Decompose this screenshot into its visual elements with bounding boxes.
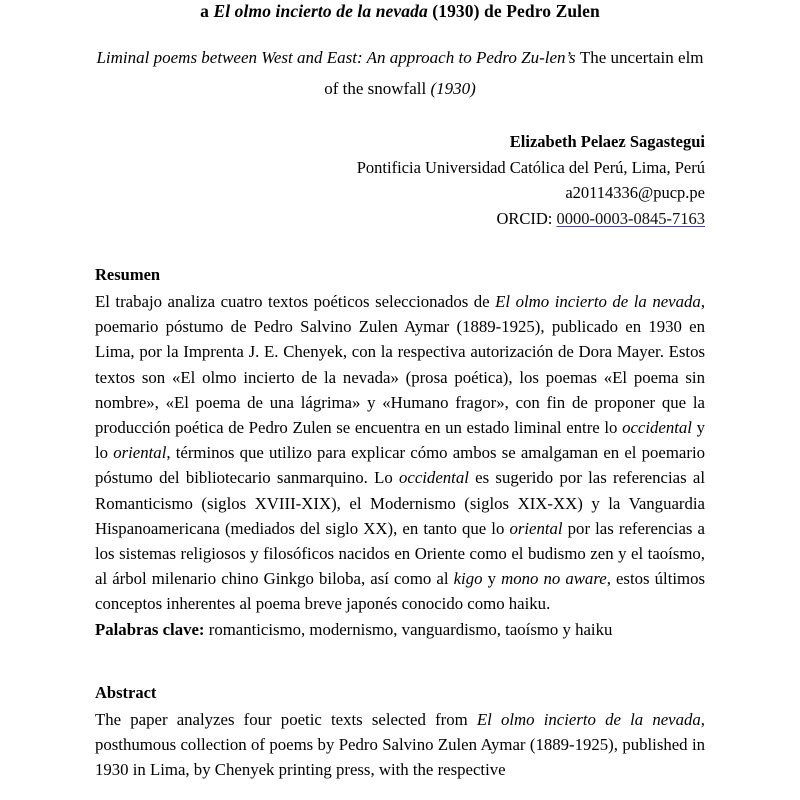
title-block bbox=[95, 0, 705, 104]
resumen-italic-work: El olmo incierto de la nevada bbox=[495, 292, 701, 311]
page-content-column bbox=[95, 0, 705, 782]
resumen-italic-oriental-1: oriental bbox=[113, 443, 167, 463]
resumen-text-d: , términos que utilizo para explicar cómo ambos se amalgaman en el poemario póstumo del bibliotecario sanmarquino. Lo bbox=[95, 443, 705, 488]
title-work-name: El olmo incierto de la nevada bbox=[213, 1, 428, 21]
resumen-text-h: , estos últimos conceptos inherentes al poema breve japonés conocido como haiku. bbox=[95, 569, 705, 614]
title-prefix: a bbox=[200, 1, 214, 21]
author-orcid-line bbox=[95, 206, 705, 232]
title-suffix: (1930) de Pedro Zulen bbox=[427, 1, 600, 21]
author-block bbox=[95, 129, 705, 231]
title-en-year: (1930) bbox=[426, 79, 476, 98]
resumen-italic-oriental-2: oriental bbox=[509, 518, 563, 538]
page-title-spanish bbox=[95, 0, 705, 22]
author-name: Elizabeth Pelaez Sagastegui bbox=[509, 132, 705, 151]
section-heading-resumen: Resumen bbox=[95, 265, 161, 284]
author-email: a20114336@pucp.pe bbox=[565, 183, 705, 202]
resumen-text-e: es sugerido por las referencias al Romanticismo (siglos XVIII-XIX), el Modernismo (siglos XIX-XX) y la Vanguardia Hispanoamericana (mediados del siglo XX), en tanto que lo bbox=[95, 468, 705, 538]
resumen-italic-mono-no-aware: mono no aware bbox=[501, 569, 607, 589]
title-en-leading: Liminal poems between West and East: An approach to Pedro Zu-len’s bbox=[96, 48, 580, 67]
resumen-text-b: , poemario póstumo de Pedro Salvino Zulen Aymar (1889-1925), publicado en 1930 en Lima, por la Imprenta J. E. Chenyek, con la respectiva autorización de Dora Mayer. Estos textos son «El olmo incierto de la nevada» (prosa poética), los poemas «El poema sin nombre», «El poema de una lágrima» y «Humano fragor», con fin de proponer que la producción poética de Pedro Zulen se encuentra en un estado liminal entre lo bbox=[95, 292, 706, 438]
keywords-label: Palabras clave: bbox=[95, 619, 205, 639]
page-title-english bbox=[95, 22, 705, 104]
orcid-label: ORCID: bbox=[496, 208, 557, 228]
resumen-italic-occidental-1: occidental bbox=[622, 418, 692, 438]
title-en-work-name: The uncertain elm of the snowfall bbox=[324, 48, 704, 98]
resumen-paragraph bbox=[95, 286, 705, 617]
abstract-text-b: , posthumous collection of poems by Pedro Salvino Zulen Aymar (1889-1925), published in 1930 in Lima, by Chenyek printing press, with the respective bbox=[95, 709, 705, 780]
abstract-text-a: The paper analyzes four poetic texts selected from bbox=[95, 709, 477, 729]
resumen-italic-kigo: kigo bbox=[453, 569, 483, 589]
keywords-value: romanticismo, modernismo, vanguardismo, taoísmo y haiku bbox=[204, 619, 613, 639]
author-affiliation: Pontificia Universidad Católica del Perú, Lima, Perú bbox=[356, 157, 705, 177]
resumen-text-f: por las referencias a los sistemas religiosos y filosóficos nacidos en Oriente como el budismo zen y el taoísmo, al árbol milenario chino Ginkgo biloba, así como al bbox=[95, 518, 705, 589]
abstract-paragraph bbox=[95, 704, 705, 783]
resumen-text-g: y bbox=[482, 569, 502, 589]
orcid-link[interactable]: 0000-0003-0845-7163 bbox=[556, 208, 705, 228]
resumen-italic-occidental-2: occidental bbox=[398, 468, 469, 488]
abstract-italic-work: El olmo incierto de la nevada bbox=[476, 709, 701, 729]
section-heading-abstract: Abstract bbox=[95, 682, 157, 702]
resumen-text-c: y lo bbox=[95, 418, 705, 463]
resumen-text-a: El trabajo analiza cuatro textos poéticos seleccionados de bbox=[95, 292, 496, 311]
keywords-line bbox=[95, 617, 705, 642]
